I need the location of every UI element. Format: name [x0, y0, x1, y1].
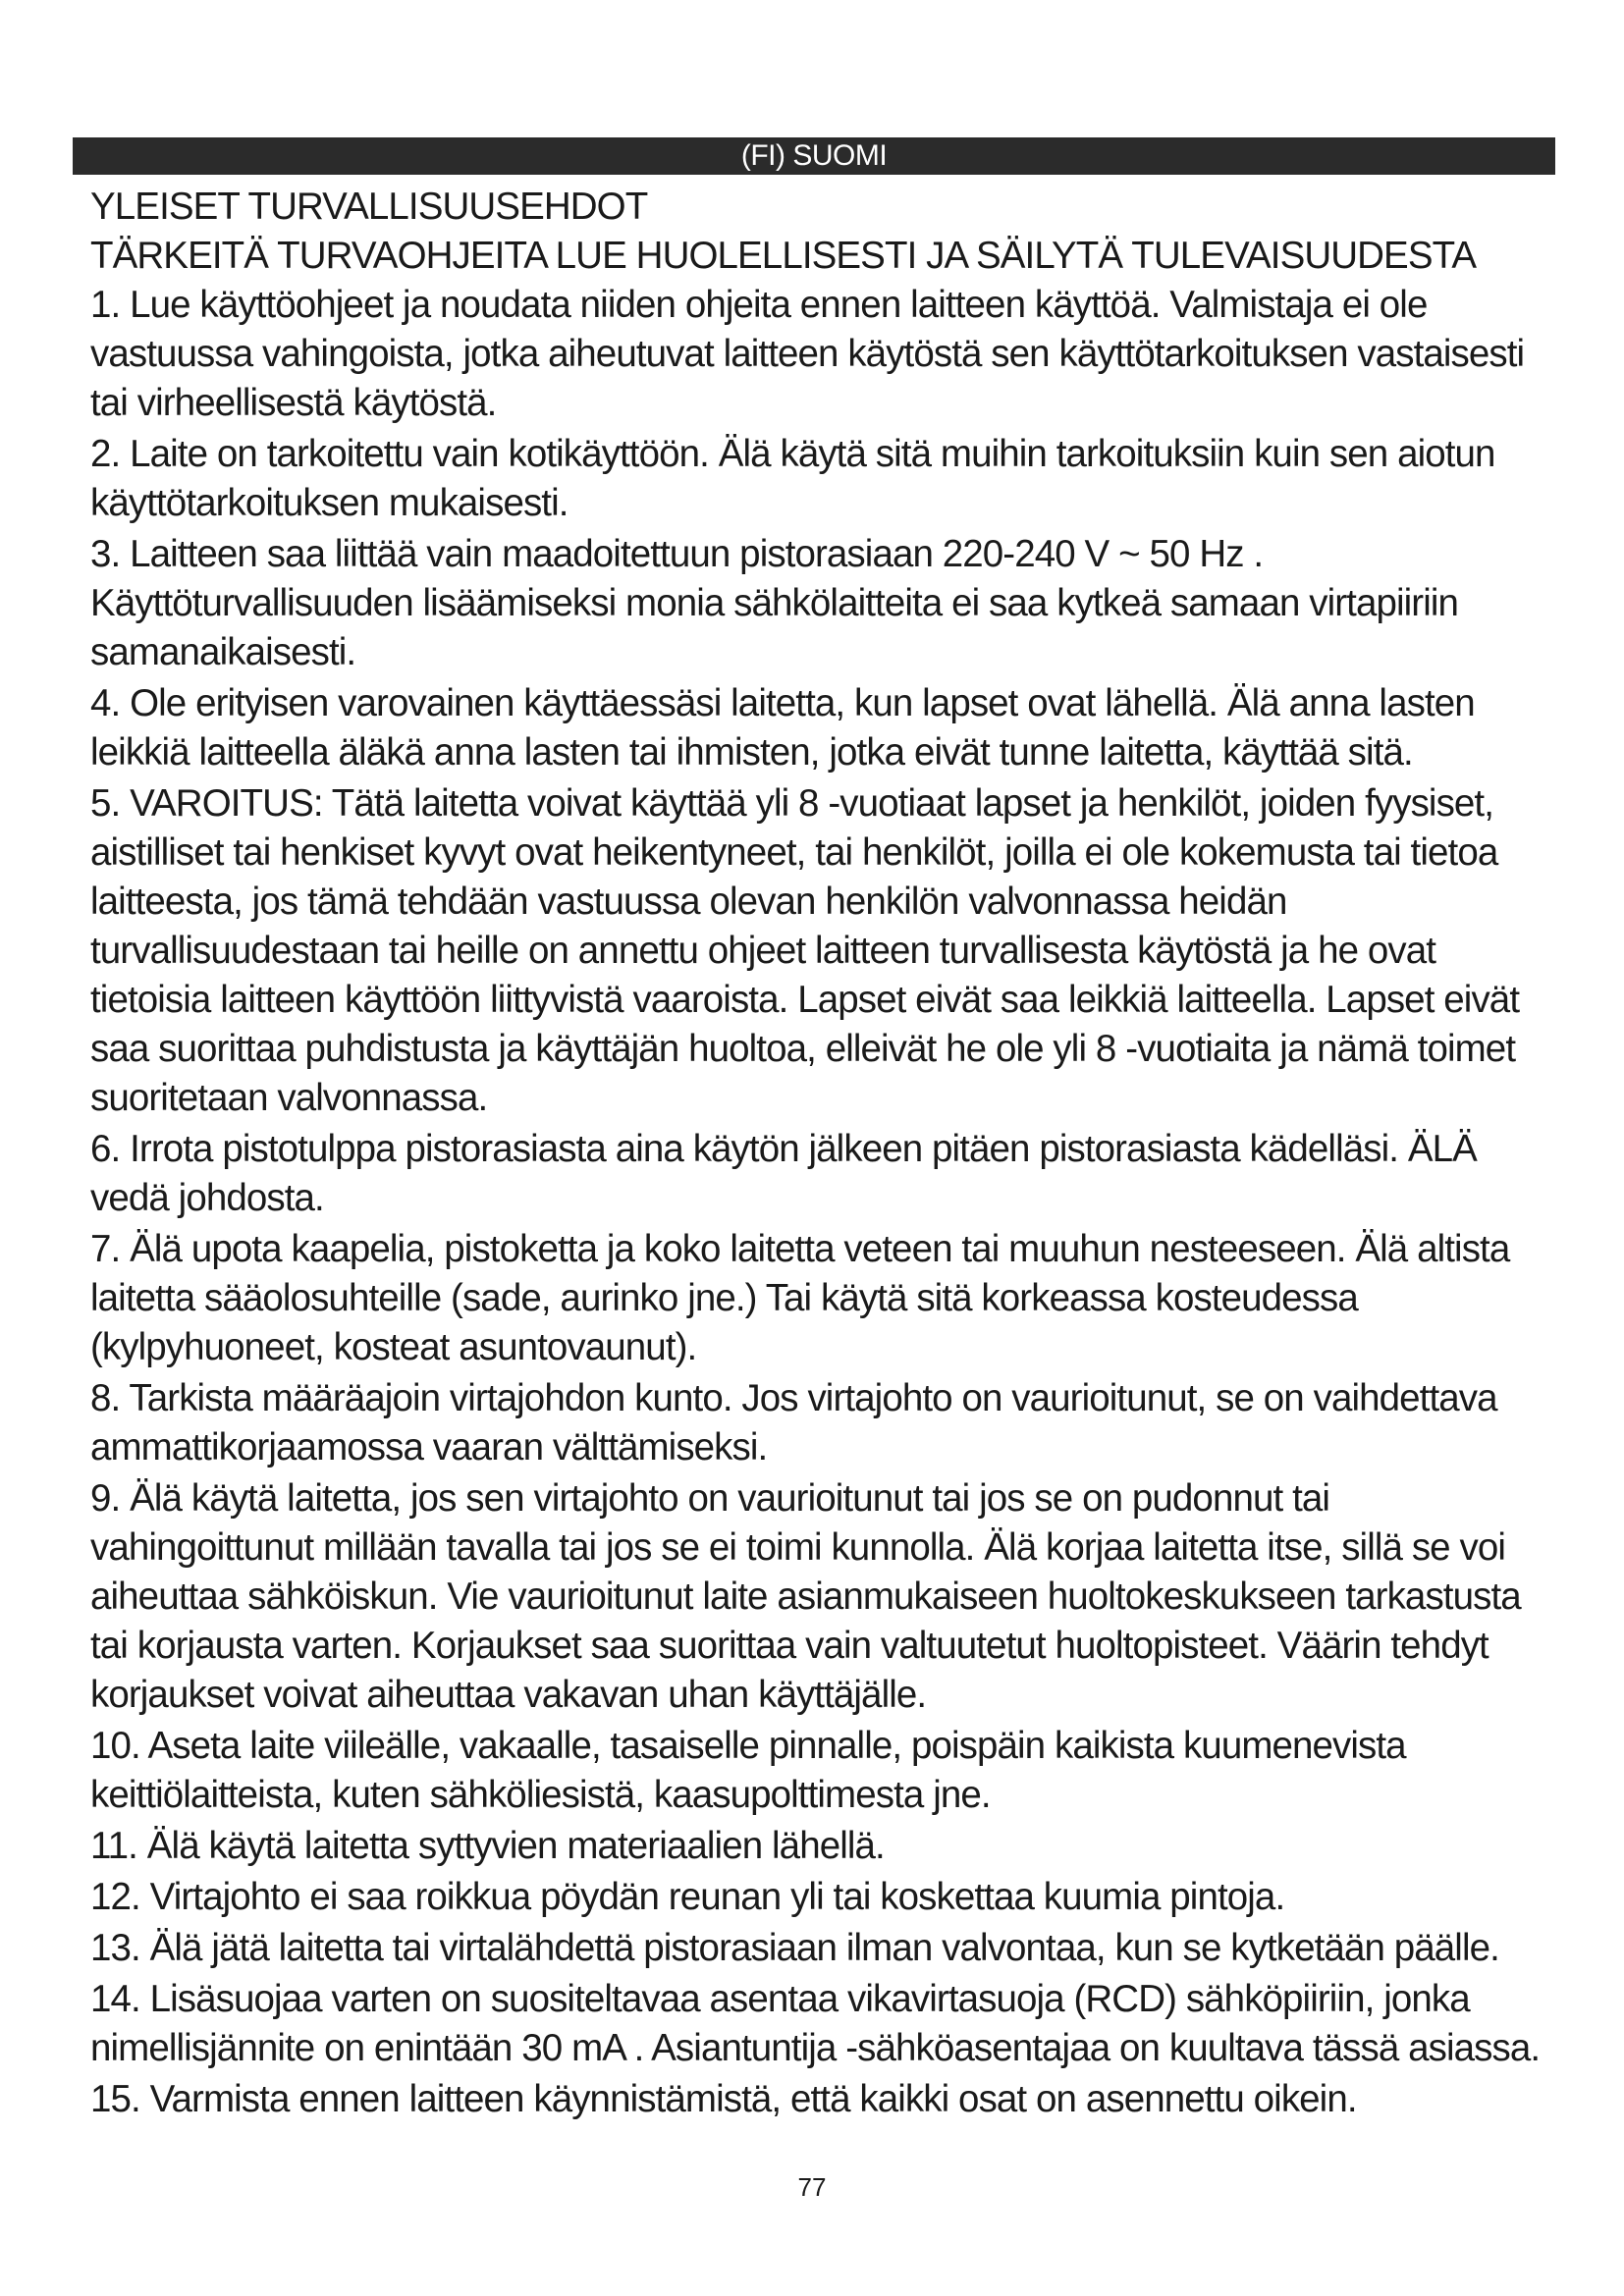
instruction-item-9: 9. Älä käytä laitetta, jos sen virtajohto on vaurioitunut tai jos se on pudonnut tai vahingoittunut millään tavalla tai jos se ei toimi kunnolla. Älä korjaa laitetta itse, sillä se voi aiheuttaa sähköiskun. Vie vaurioitunut laite asianmukaiseen huoltokeskukseen tarkastusta tai korjausta varten. Korjaukset saa suorittaa vain valtuutetut huoltopisteet. Väärin tehdyt korjaukset voivat aiheuttaa vakavan uhan käyttäjälle. — [90, 1477, 1521, 1716]
instruction-item-10: 10. Aseta laite viileälle, vakaalle, tasaiselle pinnalle, poispäin kaikista kuumenevista keittiölaitteista, kuten sähköliesistä, kaasupolttimesta jne. — [90, 1725, 1406, 1816]
instruction-item-13: 13. Älä jätä laitetta tai virtalähdettä pistorasiaan ilman valvontaa, kun se kytketään päälle. — [90, 1927, 1499, 1969]
instruction-item-3: 3. Laitteen saa liittää vain maadoitettuun pistorasiaan 220-240 V ~ 50 Hz . Käyttöturvallisuuden lisäämiseksi monia sähkölaitteita ei saa kytkeä samaan virtapiiriin samanaikaisesti. — [90, 533, 1459, 673]
instruction-item-12: 12. Virtajohto ei saa roikkua pöydän reunan yli tai koskettaa kuumia pintoja. — [90, 1876, 1285, 1918]
instruction-item-2: 2. Laite on tarkoitettu vain kotikäyttöön. Älä käytä sitä muihin tarkoituksiin kuin sen aiotun käyttötarkoituksen mukaisesti. — [90, 433, 1495, 524]
instruction-item-14: 14. Lisäsuojaa varten on suositeltavaa asentaa vikavirtasuoja (RCD) sähköpiiriin, jonka nimellisjännite on enintään 30 mA . Asiantuntija -sähköasentajaa on kuultava tässä asiassa. — [90, 1978, 1541, 2069]
instruction-item-6: 6. Irrota pistotulppa pistorasiasta aina käytön jälkeen pitäen pistorasiasta kädelläsi. ÄLÄ vedä johdosta. — [90, 1128, 1477, 1219]
section-subtitle: TÄRKEITÄ TURVAOHJEITA LUE HUOLELLISESTI JA SÄILYTÄ TULEVAISUUDESTA — [90, 235, 1477, 277]
language-header-bar — [73, 137, 1555, 175]
safety-instructions — [90, 183, 1543, 2126]
page-number: 77 — [797, 2172, 827, 2202]
instruction-item-11: 11. Älä käytä laitetta syttyvien materiaalien lähellä. — [90, 1825, 885, 1867]
instruction-item-15: 15. Varmista ennen laitteen käynnistämistä, että kaikki osat on asennettu oikein. — [90, 2078, 1357, 2120]
instruction-item-1: 1. Lue käyttöohjeet ja noudata niiden ohjeita ennen laitteen käyttöä. Valmistaja ei ole vastuussa vahingoista, jotka aiheutuvat laitteen käytöstä sen käyttötarkoituksen vastaisesti tai virheellisestä käytöstä. — [90, 284, 1525, 424]
instruction-item-5: 5. VAROITUS: Tätä laitetta voivat käyttää yli 8 -vuotiaat lapset ja henkilöt, joiden fyysiset, aistilliset tai henkiset kyvyt ovat heikentyneet, tai henkilöt, joilla ei ole kokemusta tai tietoa laitteesta, jos tämä tehdään vastuussa olevan henkilön valvonnassa heidän turvallisuudestaan tai heille on annettu ohjeet laitteen turvallisesta käytöstä ja he ovat tietoisia laitteen käyttöön liittyvistä vaaroista. Lapset eivät saa leikkiä laitteella. Lapset eivät saa suorittaa puhdistusta ja käyttäjän huoltoa, elleivät he ole yli 8 -vuotiaita ja nämä toimet suoritetaan valvonnassa. — [90, 782, 1520, 1119]
section-title: YLEISET TURVALLISUUSEHDOT — [90, 186, 648, 228]
instruction-item-7: 7. Älä upota kaapelia, pistoketta ja koko laitetta veteen tai muuhun nesteeseen. Älä altista laitetta sääolosuhteille (sade, aurinko jne.) Tai käytä sitä korkeassa kosteudessa (kylpyhuoneet, kosteat asuntovaunut). — [90, 1228, 1510, 1368]
instruction-item-8: 8. Tarkista määräajoin virtajohdon kunto. Jos virtajohto on vaurioitunut, se on vaihdettava ammattikorjaamossa vaaran välttämiseksi. — [90, 1377, 1497, 1468]
language-label: (FI) SUOMI — [740, 139, 888, 172]
instruction-item-4: 4. Ole erityisen varovainen käyttäessäsi laitetta, kun lapset ovat lähellä. Älä anna lasten leikkiä laitteella äläkä anna lasten tai ihmisten, jotka eivät tunne laitetta, käyttää sitä. — [90, 682, 1475, 774]
